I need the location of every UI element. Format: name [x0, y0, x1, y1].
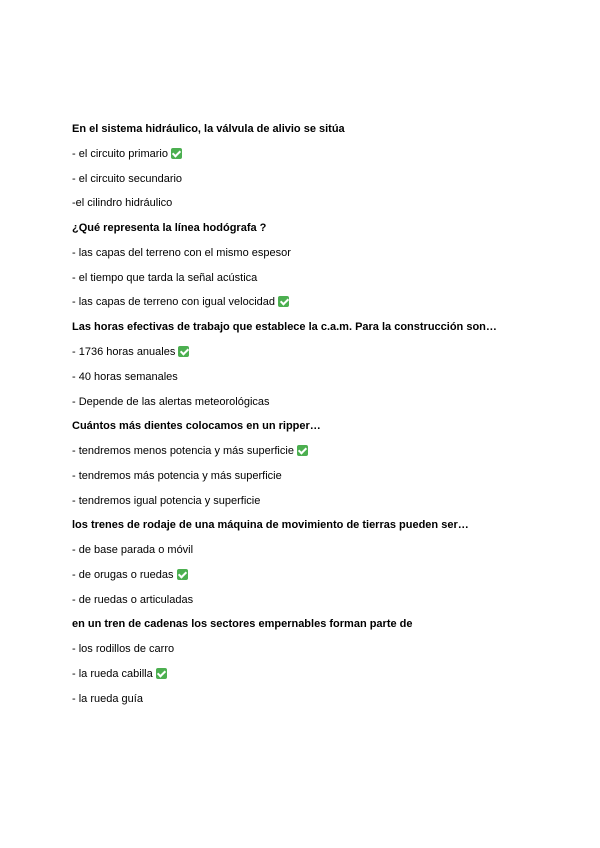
- answer-text: - tendremos igual potencia y superficie: [72, 495, 261, 507]
- answer-text: - tendremos más potencia y más superficie: [72, 470, 282, 482]
- question-1: En el sistema hidráulico, la válvula de alivio se sitúa: [72, 123, 345, 135]
- answer-2-2: [72, 271, 257, 285]
- answer-text: - el circuito secundario: [72, 173, 183, 185]
- answer-text: -el cilindro hidráulico: [72, 197, 173, 209]
- answer-text: - 1736 horas anuales: [72, 346, 176, 358]
- answer-4-1: [72, 444, 308, 458]
- question-2: ¿Qué representa la línea hodógrafa ?: [72, 222, 267, 234]
- answer-5-2: [72, 568, 188, 582]
- answer-text: - de orugas o ruedas: [72, 569, 174, 581]
- answer-6-2: [72, 667, 167, 681]
- answer-text: - la rueda cabilla: [72, 668, 153, 680]
- answer-4-2: [72, 469, 282, 483]
- check-mark-icon: [156, 668, 167, 679]
- answer-6-1: [72, 642, 174, 656]
- answer-text: - el tiempo que tarda la señal acústica: [72, 272, 258, 284]
- answer-text: - las capas de terreno con igual velocidad: [72, 296, 276, 308]
- answer-text: - Depende de las alertas meteorológicas: [72, 396, 270, 408]
- answer-2-3: [72, 295, 289, 309]
- answer-1-1: [72, 147, 182, 161]
- answer-text: - la rueda guía: [72, 693, 143, 705]
- check-mark-icon: [177, 569, 188, 580]
- question-3: Las horas efectivas de trabajo que establece la c.a.m. Para la construcción son…: [72, 321, 497, 333]
- answer-text: - tendremos menos potencia y más superficie: [72, 445, 294, 457]
- check-mark-icon: [297, 445, 308, 456]
- answer-text: - el circuito primario: [72, 148, 168, 160]
- answer-text: - de base parada o móvil: [72, 544, 194, 556]
- check-mark-icon: [278, 296, 289, 307]
- question-5: los trenes de rodaje de una máquina de movimiento de tierras pueden ser…: [72, 519, 469, 531]
- answer-3-3: [72, 395, 270, 409]
- answer-5-1: [72, 543, 193, 557]
- answer-text: - los rodillos de carro: [72, 643, 175, 655]
- question-6: en un tren de cadenas los sectores empernables forman parte de: [72, 618, 413, 630]
- question-4: Cuántos más dientes colocamos en un ripper…: [72, 420, 321, 432]
- answer-text: - las capas del terreno con el mismo espesor: [72, 247, 291, 259]
- answer-3-2: [72, 370, 178, 384]
- answer-2-1: [72, 246, 291, 260]
- answer-1-2: [72, 172, 182, 186]
- answer-text: - de ruedas o articuladas: [72, 594, 194, 606]
- answer-4-3: [72, 494, 260, 508]
- answer-3-1: [72, 345, 189, 359]
- answer-5-3: [72, 593, 193, 607]
- answer-text: - 40 horas semanales: [72, 371, 178, 383]
- check-mark-icon: [178, 346, 189, 357]
- check-mark-icon: [171, 148, 182, 159]
- answer-6-3: [72, 692, 143, 706]
- answer-1-3: [72, 196, 172, 210]
